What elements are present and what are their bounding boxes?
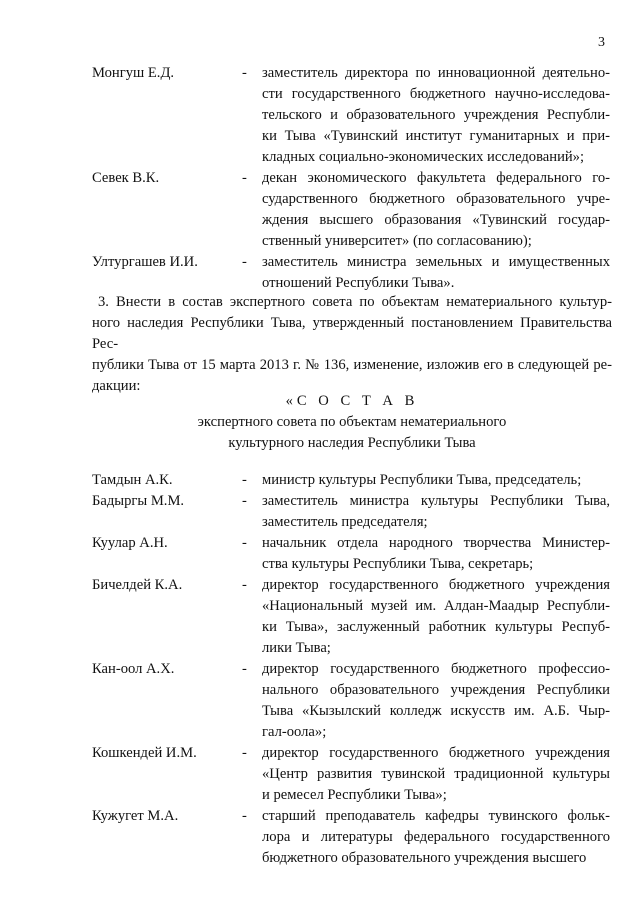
dash-separator: - <box>242 472 247 488</box>
member-name: Кан-оол А.Х. <box>92 661 175 677</box>
role-line: ждения высшего образования «Тувинский государ- <box>262 212 610 228</box>
role-line: «Центр развития тувинской традиционной культуры <box>262 766 610 782</box>
role-line: «Национальный музей им. Алдан-Маадыр Республи- <box>262 598 610 614</box>
dash-separator: - <box>242 493 247 509</box>
member-name: Куулар А.Н. <box>92 535 168 551</box>
member-role <box>262 743 612 806</box>
role-line: лора и литературы федерального государственного <box>262 829 610 845</box>
member-row <box>92 806 612 869</box>
role-line: заместитель председателя; <box>262 514 428 530</box>
member-role <box>262 806 612 869</box>
role-line: директор государственного бюджетного учреждения <box>262 745 610 761</box>
member-role <box>262 533 612 575</box>
title-line-2: экспертного совета по объектам нематериального <box>197 414 507 430</box>
member-row <box>92 252 612 294</box>
role-line: и ремесел Республики Тыва»; <box>262 787 447 803</box>
role-line: Тыва «Кызылский колледж искусств им. А.Б. Чыр- <box>262 703 610 719</box>
role-line: директор государственного бюджетного профессио- <box>262 661 610 677</box>
member-name: Бичелдей К.А. <box>92 577 183 593</box>
dash-separator: - <box>242 577 247 593</box>
member-role <box>262 63 612 168</box>
title-line-3: культурного наследия Республики Тыва <box>228 435 476 451</box>
member-list-previous <box>92 63 612 294</box>
member-row <box>92 533 612 575</box>
member-row <box>92 659 612 743</box>
member-role <box>262 659 612 743</box>
member-name: Севек В.К. <box>92 170 160 186</box>
paragraph-line: дакции: <box>92 378 141 394</box>
title-main: «С О С Т А В <box>285 393 419 409</box>
dash-separator: - <box>242 535 247 551</box>
dash-separator: - <box>242 661 247 677</box>
role-line: ственный университет» (по согласованию); <box>262 233 532 249</box>
council-title <box>92 391 612 454</box>
member-row <box>92 575 612 659</box>
paragraph-line: ного наследия Республики Тыва, утвержденный постановлением Правительства Рес- <box>92 315 612 352</box>
role-line: гал-оола»; <box>262 724 327 740</box>
member-role <box>262 575 612 659</box>
member-list-council <box>92 470 612 869</box>
role-line: начальник отдела народного творчества Министер- <box>262 535 610 551</box>
member-row <box>92 491 612 533</box>
role-line: декан экономического факультета федерального го- <box>262 170 610 186</box>
member-name: Монгуш Е.Д. <box>92 65 175 81</box>
role-line: ки Тыва», заслуженный работник культуры Респуб- <box>262 619 610 635</box>
member-role <box>262 168 612 252</box>
role-line: отношений Республики Тыва». <box>262 275 455 291</box>
role-line: сударственного бюджетного образовательного учре- <box>262 191 610 207</box>
member-name: Кошкендей И.М. <box>92 745 197 761</box>
role-line: старший преподаватель кафедры тувинского фольк- <box>262 808 610 824</box>
page-number: 3 <box>598 35 605 50</box>
dash-separator: - <box>242 808 247 824</box>
paragraph-line: 3. Внести в состав экспертного совета по объектам нематериального культур- <box>98 294 612 310</box>
role-line: ства культуры Республики Тыва, секретарь; <box>262 556 534 572</box>
paragraph-item-3 <box>92 292 612 397</box>
role-line: министр культуры Республики Тыва, председатель; <box>262 472 582 488</box>
member-row <box>92 63 612 168</box>
member-name: Бадыргы М.М. <box>92 493 185 509</box>
role-line: бюджетного образовательного учреждения высшего <box>262 850 587 866</box>
role-line: лики Тыва; <box>262 640 331 656</box>
member-name: Тамдын А.К. <box>92 472 173 488</box>
role-line: тельского и образовательного учреждения Республи- <box>262 107 610 123</box>
member-row <box>92 470 612 491</box>
role-line: нального образовательного учреждения Республики <box>262 682 610 698</box>
member-name: Кужугет М.А. <box>92 808 179 824</box>
paragraph-line: публики Тыва от 15 марта 2013 г. № 136, изменение, изложив его в следующей ре- <box>92 357 612 373</box>
member-role <box>262 470 612 491</box>
dash-separator: - <box>242 170 247 186</box>
member-row <box>92 168 612 252</box>
dash-separator: - <box>242 745 247 761</box>
role-line: кладных социально-экономических исследований»; <box>262 149 585 165</box>
role-line: заместитель директора по инновационной деятельно- <box>262 65 610 81</box>
role-line: сти государственного бюджетного научно-исследова- <box>262 86 610 102</box>
role-line: ки Тыва «Тувинский институт гуманитарных и при- <box>262 128 610 144</box>
dash-separator: - <box>242 254 247 270</box>
member-role <box>262 491 612 533</box>
role-line: директор государственного бюджетного учреждения <box>262 577 610 593</box>
role-line: заместитель министра культуры Республики Тыва, <box>262 493 610 509</box>
member-row <box>92 743 612 806</box>
role-line: заместитель министра земельных и имущественных <box>262 254 610 270</box>
member-name: Ултургашев И.И. <box>92 254 198 270</box>
dash-separator: - <box>242 65 247 81</box>
member-role <box>262 252 612 294</box>
